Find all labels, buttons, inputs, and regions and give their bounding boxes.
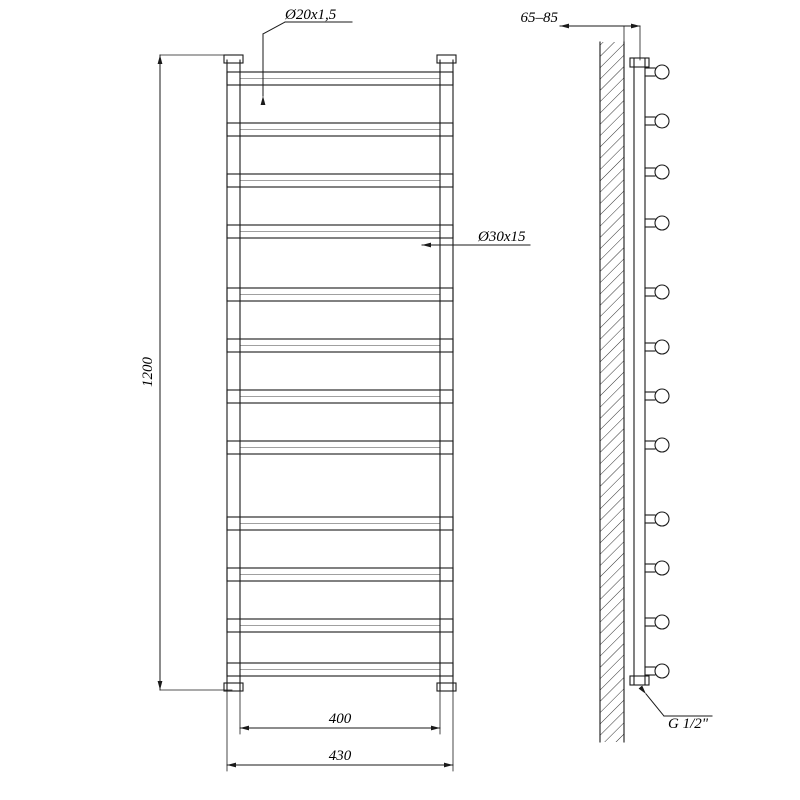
side-bracket-group [645, 65, 669, 678]
side-view-body [600, 42, 669, 742]
label-thread: G 1/2" [668, 716, 709, 732]
leader-thread [646, 694, 712, 716]
label-outer-width: 430 [328, 748, 352, 764]
rung-group [227, 72, 453, 676]
label-wall-distance: 65–85 [520, 10, 558, 26]
label-inner-width: 400 [328, 711, 352, 727]
label-rung-diameter: Ø30x15 [478, 229, 526, 245]
front-view-body [224, 55, 456, 691]
label-top-pipe-diameter: Ø20x1,5 [285, 7, 337, 23]
label-height: 1200 [140, 357, 156, 387]
dimension-height [160, 55, 232, 690]
